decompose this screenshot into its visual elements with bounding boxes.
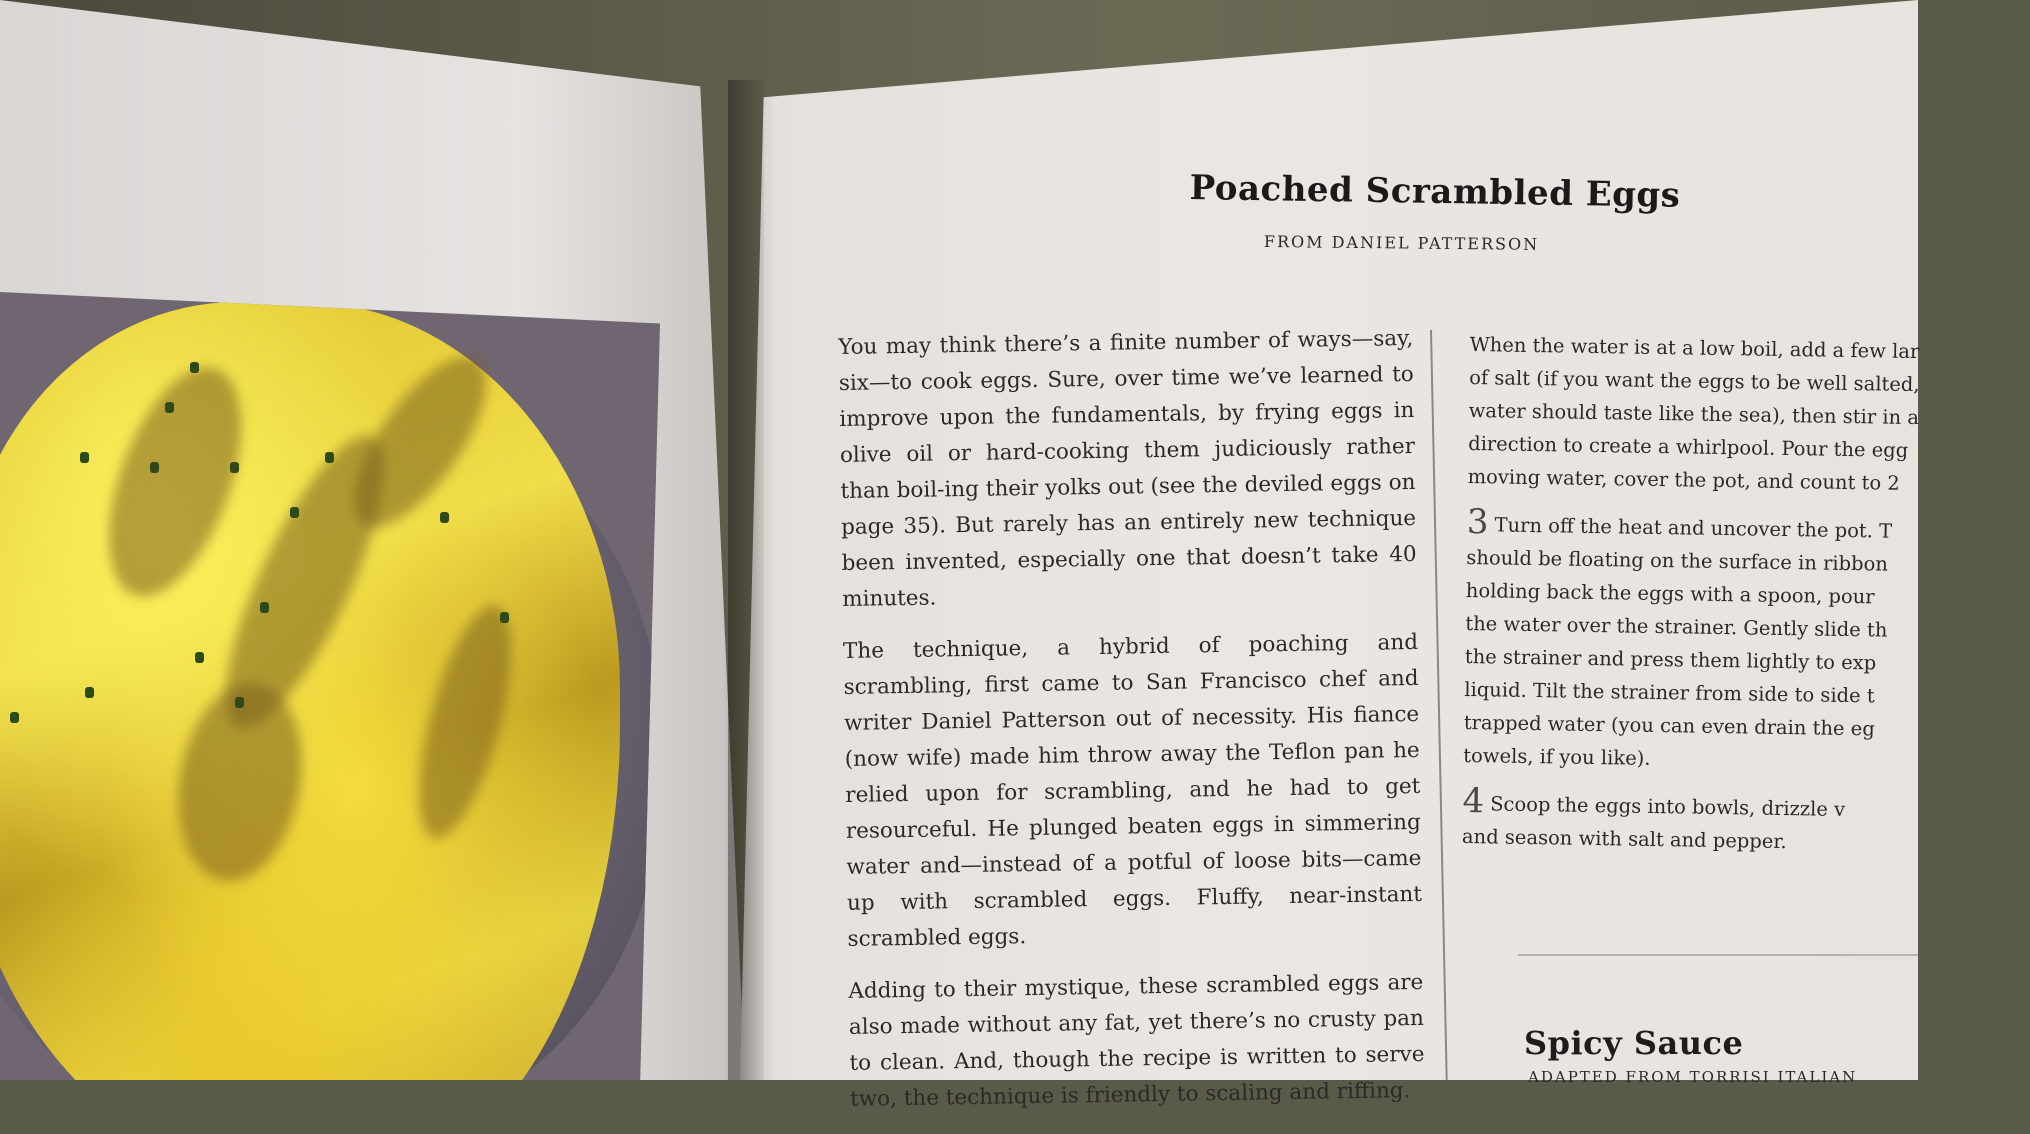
chive-icon — [230, 462, 239, 473]
text-line: towels, if you like). — [1463, 743, 1651, 770]
chive-icon — [150, 462, 159, 473]
chive-icon — [235, 697, 244, 708]
step-3 — [1463, 501, 2027, 781]
chive-icon — [440, 512, 449, 523]
chive-icon — [85, 687, 94, 698]
chive-icon — [260, 602, 269, 613]
recipe-attribution: FROM DANIEL PATTERSON — [1263, 232, 1540, 254]
steps-column — [1462, 328, 2030, 876]
text-line: water should taste like the sea), then stir in a — [1468, 398, 1920, 430]
step-continuation — [1467, 328, 2030, 502]
chive-icon — [165, 402, 174, 413]
chive-icon — [10, 712, 19, 723]
chive-icon — [80, 452, 89, 463]
text-line: and season with salt and pepper. — [1461, 824, 1787, 854]
text-line: the strainer and press them lightly to exp — [1464, 644, 1877, 675]
recipe-title: Poached Scrambled Eggs — [1189, 168, 1681, 216]
text-line: the water over the strainer. Gently slide th — [1465, 611, 1888, 642]
text-line: direction to create a whirlpool. Pour the egg — [1468, 431, 1909, 462]
egg-shadow — [82, 350, 267, 613]
step-number: 4 — [1462, 780, 1485, 822]
text-line: should be floating on the surface in ribbon — [1466, 545, 1889, 576]
chive-icon — [325, 452, 334, 463]
text-line: Turn off the heat and uncover the pot. T — [1494, 513, 1893, 543]
chive-icon — [195, 652, 204, 663]
intro-paragraph: The technique, a hybrid of poaching and scrambling, first came to San Francisco chef and writer Daniel Patterson out of necessity. His fiance (now wife) made him throw away the Teflon pan he relied upon for scrambling, and he had to get resourceful. He plunged beaten eggs in simmering water and—instead of a potful of loose bits—came up with scrambled eggs. Fluffy, near-instant scrambled eggs. — [842, 629, 1423, 952]
text-line: liquid. Tilt the strainer from side to side t — [1464, 677, 1875, 708]
scrambled-eggs-photo — [0, 292, 660, 1080]
intro-paragraph: You may think there’s a finite number of ways—say, six—to cook eggs. Sure, over time we’ve learned to improve upon the fundamentals, by frying eggs in olive oil or hard-cooking them judiciously rather than boil-ing their yolks out (see the deviled eggs on page 35). But rarely has an entirely new technique been invented, especially one that doesn’t take 40 minutes. — [838, 325, 1417, 612]
chive-icon — [290, 507, 299, 518]
egg-shadow — [400, 597, 530, 847]
text-line: holding back the eggs with a spoon, pour — [1465, 578, 1875, 609]
step-number: 3 — [1466, 501, 1489, 543]
next-recipe-attribution: ADAPTED FROM TORRISI ITALIAN — [1528, 1068, 1858, 1086]
text-line: moving water, cover the pot, and count to 2 — [1467, 464, 1900, 495]
intro-column — [838, 321, 1426, 1134]
chive-icon — [190, 362, 199, 373]
book-gutter — [728, 80, 764, 1080]
text-line: Scoop the eggs into bowls, drizzle v — [1489, 792, 1846, 821]
next-recipe-title: Spicy Sauce — [1524, 1024, 1744, 1062]
chive-icon — [500, 612, 509, 623]
text-line: of salt (if you want the eggs to be well salted, — [1469, 365, 1920, 397]
step-4 — [1461, 780, 2023, 862]
intro-paragraph: Adding to their mystique, these scrambled eggs are also made without any fat, yet there’s no crusty pan to clean. And, though the recipe is written to serve two, the technique is friendly to scaling and riffing. — [848, 969, 1425, 1112]
text-line: trapped water (you can even drain the eg — [1463, 710, 1875, 741]
scrambled-eggs — [0, 302, 620, 1080]
section-divider — [1518, 954, 1918, 956]
text-line: When the water is at a low boil, add a few lar — [1469, 332, 1920, 364]
